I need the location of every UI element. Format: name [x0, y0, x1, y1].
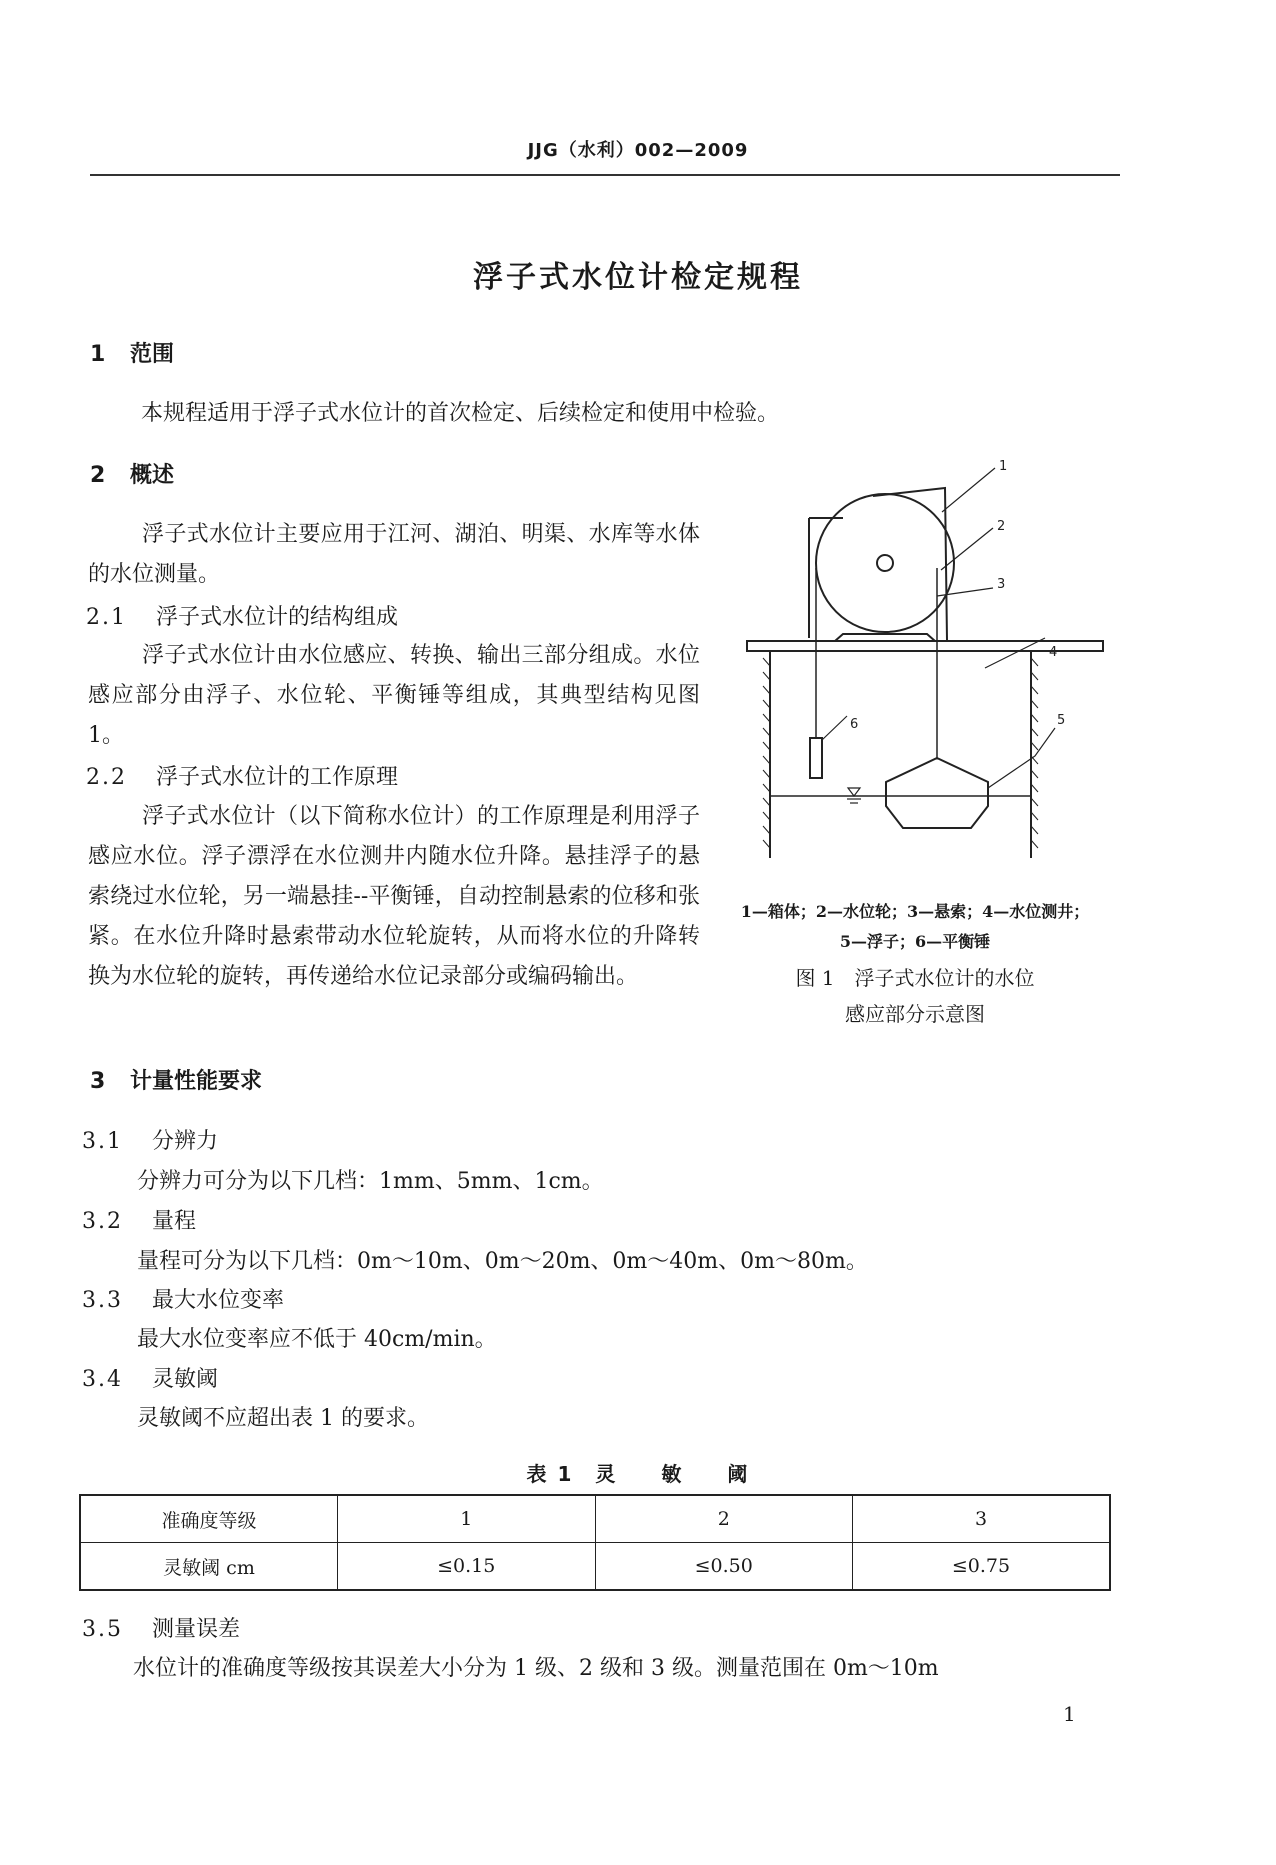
figure-label-4: 4 [1049, 645, 1058, 660]
table-row [80, 1543, 1110, 1591]
section-3-5-number: 3.5 [82, 1617, 123, 1642]
figure-label-6: 6 [850, 717, 859, 732]
page-number: 1 [1063, 1702, 1076, 1726]
section-3-5-heading [82, 1612, 240, 1643]
figure-1-diagram [735, 458, 1115, 868]
table-header-cell: 灵敏阈 cm [80, 1543, 338, 1591]
section-2-2-title: 浮子式水位计的工作原理 [156, 765, 399, 790]
section-3-4-heading [82, 1362, 218, 1393]
section-3-title: 计量性能要求 [130, 1069, 263, 1094]
section-3-5-text: 水位计的准确度等级按其误差大小分为 1 级、2 级和 3 级。测量范围在 0m～10m [133, 1656, 939, 1681]
section-3-3-text: 最大水位变率应不低于 40cm/min。 [137, 1327, 497, 1352]
figure-label-2: 2 [997, 519, 1006, 534]
figure-label-5: 5 [1057, 713, 1066, 728]
section-3-2-number: 3.2 [82, 1209, 123, 1234]
section-2-1-number: 2.1 [86, 605, 127, 630]
figure-label-3: 3 [997, 577, 1006, 592]
section-1-heading [90, 337, 174, 368]
section-2-1-heading [86, 600, 398, 631]
section-2-1-title: 浮子式水位计的结构组成 [156, 605, 399, 630]
figure-caption-line-2: 感应部分示意图 [845, 1002, 985, 1026]
section-3-3-number: 3.3 [82, 1288, 123, 1313]
figure-legend-line-2: 5—浮子；6—平衡锤 [839, 932, 991, 951]
section-2-heading [90, 458, 174, 489]
section-3-number: 3 [90, 1069, 106, 1094]
table-cell: ≤0.50 [595, 1543, 853, 1591]
section-3-4-number: 3.4 [82, 1367, 123, 1392]
section-3-2-heading [82, 1204, 196, 1235]
figure-legend-line-1: 1—箱体；2—水位轮；3—悬索；4—水位测井； [740, 902, 1090, 921]
section-3-4-text: 灵敏阈不应超出表 1 的要求。 [137, 1406, 429, 1431]
figure-label-1: 1 [999, 459, 1008, 474]
section-3-1-text: 分辨力可分为以下几档：1mm、5mm、1cm。 [137, 1169, 604, 1194]
section-2-number: 2 [90, 463, 106, 488]
sensitivity-threshold-table [79, 1494, 1111, 1591]
table-cell: ≤0.75 [853, 1543, 1111, 1591]
section-2-2-heading [86, 760, 398, 791]
section-3-1-number: 3.1 [82, 1129, 123, 1154]
figure-caption-line-1: 图 1 浮子式水位计的水位 [795, 966, 1035, 990]
wheel-base [835, 634, 935, 641]
table-cell: 2 [595, 1495, 853, 1543]
section-2-intro: 浮子式水位计主要应用于江河、湖泊、明渠、水库等水体的水位测量。 [88, 522, 700, 587]
section-1-number: 1 [90, 342, 106, 367]
table-1-caption: 表 1 灵 敏 阈 [526, 1462, 750, 1486]
table-row [80, 1495, 1110, 1543]
float [886, 758, 988, 828]
header-divider [90, 174, 1120, 176]
section-3-3-title: 最大水位变率 [152, 1288, 285, 1313]
section-3-5-title: 测量误差 [152, 1617, 241, 1642]
section-3-heading [90, 1064, 262, 1095]
section-2-2-number: 2.2 [86, 765, 127, 790]
water-level-wheel [816, 494, 954, 632]
section-1-title: 范围 [130, 342, 175, 367]
section-3-1-heading [82, 1124, 218, 1155]
section-2-title: 概述 [130, 463, 175, 488]
section-2-2-text: 浮子式水位计（以下简称水位计）的工作原理是利用浮子感应水位。浮子漂浮在水位测井内随水位升降。悬挂浮子的悬索绕过水位轮，另一端悬挂--平衡锤，自动控制悬索的位移和张紧。在水位升降时悬索带动水位轮旋转，从而将水位的升降转换为水位轮的旋转，再传递给水位记录部分或编码输出。 [88, 804, 700, 989]
table-cell: ≤0.15 [338, 1543, 596, 1591]
section-3-2-text: 量程可分为以下几档：0m～10m、0m～20m、0m～40m、0m～80m。 [137, 1249, 868, 1274]
standard-code: JJG（水利）002—2009 [527, 140, 749, 161]
document-title: 浮子式水位计检定规程 [473, 260, 803, 295]
section-3-1-title: 分辨力 [152, 1129, 219, 1154]
section-3-3-heading [82, 1283, 284, 1314]
section-3-2-title: 量程 [152, 1209, 197, 1234]
section-1-text: 本规程适用于浮子式水位计的首次检定、后续检定和使用中检验。 [141, 401, 780, 426]
section-3-4-title: 灵敏阈 [152, 1367, 219, 1392]
table-cell: 3 [853, 1495, 1111, 1543]
wheel-axle [877, 555, 893, 571]
counterweight [810, 738, 822, 778]
table-header-cell: 准确度等级 [80, 1495, 338, 1543]
table-cell: 1 [338, 1495, 596, 1543]
section-2-1-text: 浮子式水位计由水位感应、转换、输出三部分组成。水位感应部分由浮子、水位轮、平衡锤等组成，其典型结构见图 1。 [88, 643, 700, 748]
